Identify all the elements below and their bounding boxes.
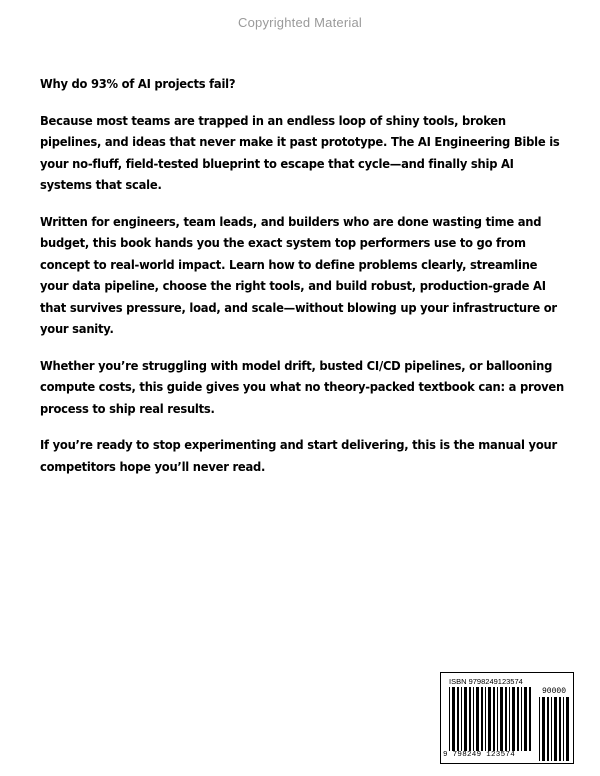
barcode-bar — [497, 687, 498, 751]
barcode-bar — [464, 687, 467, 751]
barcode-bar — [452, 687, 455, 751]
barcode-bar — [481, 687, 483, 751]
barcode-bar — [529, 687, 531, 751]
barcode-bar — [461, 687, 462, 751]
barcode-bar — [473, 687, 474, 751]
barcode-bar — [512, 687, 515, 751]
barcode-bar — [488, 687, 491, 751]
barcode-bar — [547, 697, 549, 761]
copyright-watermark-top: Copyrighted Material — [238, 15, 362, 30]
barcode-bar — [517, 687, 519, 751]
barcode-bar — [559, 697, 561, 761]
paragraph-intro: Because most teams are trapped in an endless loop of shiny tools, broken pipelines, and ideas that never make it past prototype. The AI Engineering Bible is your no-fluff, field-tested blueprint to escape that cycle—and finally ship AI systems that scale. — [40, 112, 560, 192]
paragraph-closing: If you’re ready to stop experimenting and start delivering, this is the manual your competitors hope you’ll never read. — [40, 437, 557, 474]
paragraph-problems: Whether you’re struggling with model drift, busted CI/CD pipelines, or ballooning compute costs, this guide gives you what no theory-packed textbook can: a proven process to ship real results. — [40, 357, 564, 416]
barcode-bar — [509, 687, 510, 751]
isbn-barcode-box — [440, 672, 574, 764]
barcode-bar — [563, 697, 564, 761]
barcode-bar — [505, 687, 507, 751]
barcode-bar — [476, 687, 479, 751]
barcode-bar — [566, 697, 569, 761]
barcode-bar — [449, 687, 450, 751]
barcode-bar — [485, 687, 486, 751]
paragraph-audience: Written for engineers, team leads, and builders who are done wasting time and budget, this book hands you the exact system top performers use to go from concept to real-world impact. Learn how to define problems clearly, streamline your data pipeline, choose the right tools, and build robust, production-grade AI that survives pressure, load, and scale—without blowing up your infrastructure or your sanity. — [40, 213, 557, 336]
barcode-digits: 9 798249 123574 — [443, 751, 516, 759]
paragraph-headline: Why do 93% of AI projects fail? — [40, 76, 236, 91]
barcode-bar — [524, 687, 527, 751]
barcode-bar — [500, 687, 503, 751]
price-code-label: 90000 — [542, 687, 567, 696]
barcode-bar — [457, 687, 459, 751]
isbn-label: ISBN 9798249123574 — [449, 677, 523, 686]
barcode-bar — [542, 697, 545, 761]
barcode-bar — [493, 687, 495, 751]
barcode-bar — [551, 697, 552, 761]
back-cover-description — [40, 73, 565, 492]
barcode-bar — [469, 687, 471, 751]
barcode-bar — [539, 697, 540, 761]
barcode-bar — [521, 687, 522, 751]
barcode-bar — [554, 697, 557, 761]
